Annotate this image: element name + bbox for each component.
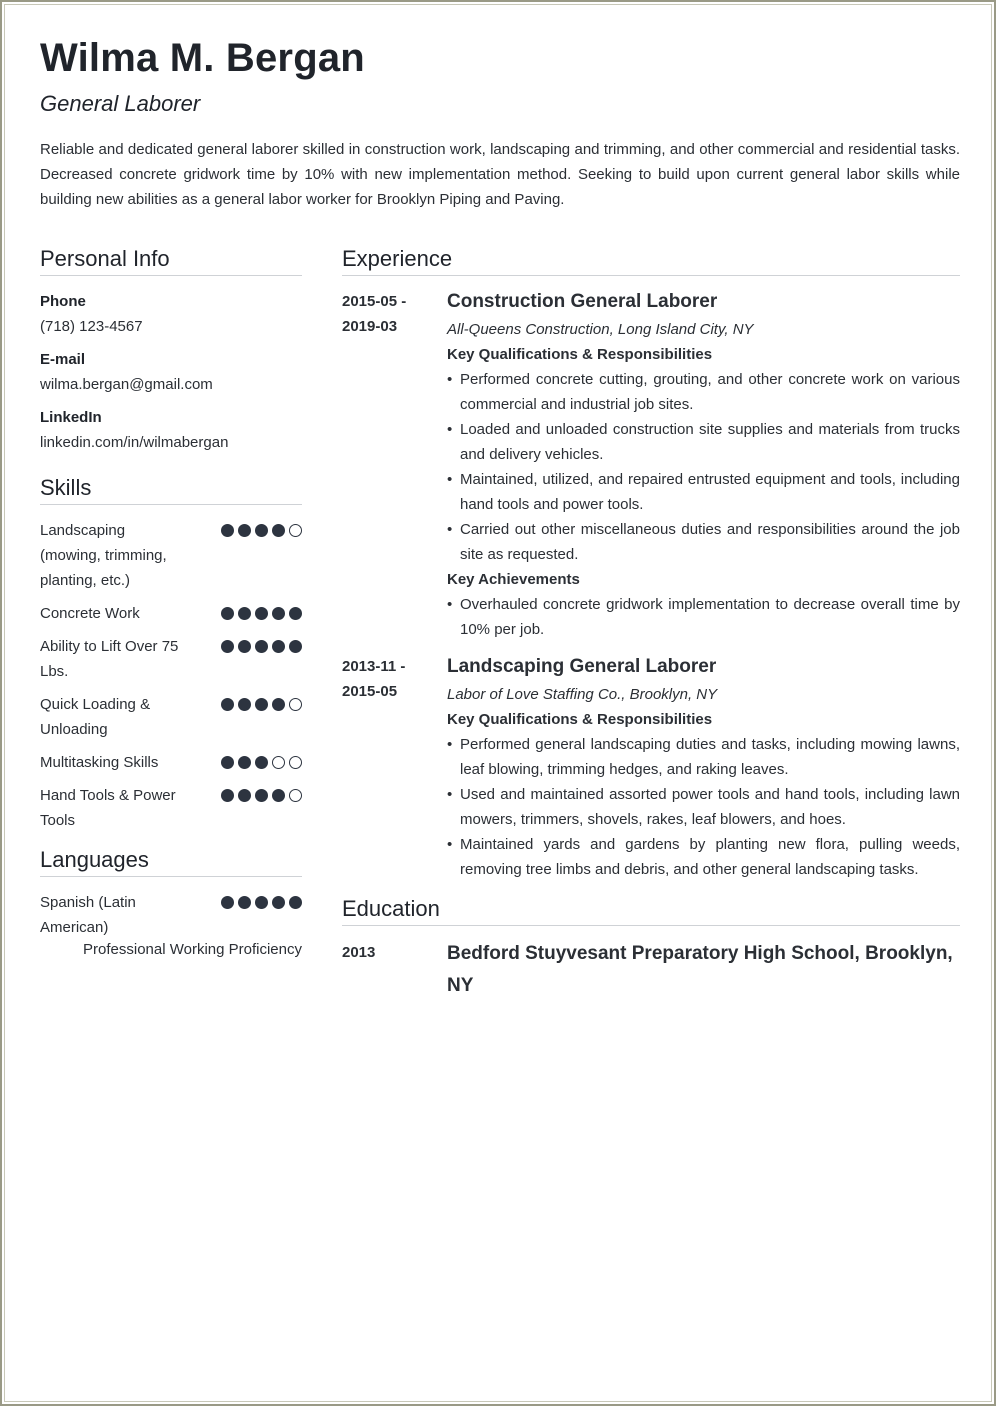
- list-item: • Maintained yards and gardens by planting new flora, pulling weeds, removing tree limbs and debris, and other general landscaping tasks.: [447, 832, 960, 882]
- skill-row: [40, 692, 302, 742]
- summary-paragraph: Reliable and dedicated general laborer skilled in construction work, landscaping and trimming, and other commercial and residential tasks. Decreased concrete gridwork time by 10% with new implementation method. Seeking to build upon current general labor skills while building new abilities as a general labor worker for Brooklyn Piping and Paving.: [40, 141, 960, 208]
- skill-name: Ability to Lift Over 75 Lbs.: [40, 638, 179, 680]
- filled-dot-icon: [289, 640, 302, 653]
- filled-dot-icon: [289, 607, 302, 620]
- list-item: • Performed general landscaping duties and tasks, including mowing lawns, leaf blowing, trimming hedges, and raking leaves.: [447, 732, 960, 782]
- filled-dot-icon: [238, 640, 251, 653]
- rating-dots: [221, 890, 302, 909]
- linkedin-value[interactable]: linkedin.com/in/wilmabergan: [40, 434, 229, 451]
- personal-info-heading: Personal Info: [40, 246, 302, 276]
- languages-heading: Languages: [40, 847, 302, 877]
- email-value[interactable]: wilma.bergan@gmail.com: [40, 376, 213, 393]
- candidate-name: Wilma M. Bergan: [40, 36, 365, 80]
- job-title: Construction General Laborer: [447, 291, 718, 312]
- job-date: 2015-05 - 2019-03: [342, 293, 407, 335]
- skill-row: [40, 750, 302, 775]
- skill-row: [40, 783, 302, 833]
- education-school: Bedford Stuyvesant Preparatory High School, Brooklyn, NY: [447, 943, 953, 996]
- job-company: Labor of Love Staffing Co., Brooklyn, NY: [447, 686, 718, 703]
- skill-name: Landscaping (mowing, trimming, planting, etc.): [40, 522, 167, 589]
- empty-dot-icon: [289, 698, 302, 711]
- filled-dot-icon: [238, 698, 251, 711]
- languages-list: [40, 890, 302, 962]
- list-item: • Performed concrete cutting, grouting, and other concrete work on various commercial and industrial job sites.: [447, 367, 960, 417]
- list-item: • Used and maintained assorted power tools and hand tools, including lawn mowers, trimmers, shovels, rakes, leaf blowers, and hoes.: [447, 782, 960, 832]
- left-column: [40, 246, 302, 962]
- filled-dot-icon: [238, 896, 251, 909]
- phone-value: (718) 123-4567: [40, 318, 143, 335]
- list-item: • Carried out other miscellaneous duties and responsibilities around the job site as requested.: [447, 517, 960, 567]
- rating-dots: [221, 783, 302, 802]
- skill-name: Multitasking Skills: [40, 754, 159, 771]
- language-level: Professional Working Proficiency: [83, 941, 302, 958]
- filled-dot-icon: [272, 789, 285, 802]
- filled-dot-icon: [255, 789, 268, 802]
- filled-dot-icon: [272, 896, 285, 909]
- filled-dot-icon: [221, 756, 234, 769]
- filled-dot-icon: [272, 698, 285, 711]
- filled-dot-icon: [272, 640, 285, 653]
- filled-dot-icon: [255, 698, 268, 711]
- filled-dot-icon: [255, 524, 268, 537]
- filled-dot-icon: [221, 789, 234, 802]
- job-entry: [342, 287, 960, 642]
- empty-dot-icon: [289, 524, 302, 537]
- filled-dot-icon: [238, 524, 251, 537]
- experience-heading: Experience: [342, 246, 960, 276]
- email-label: E-mail: [40, 351, 86, 368]
- rating-dots: [221, 634, 302, 653]
- candidate-role: General Laborer: [40, 91, 201, 116]
- rating-dots: [221, 692, 302, 711]
- filled-dot-icon: [221, 524, 234, 537]
- empty-dot-icon: [272, 756, 285, 769]
- filled-dot-icon: [238, 789, 251, 802]
- qualifications-list: [447, 732, 960, 882]
- qualifications-heading: Key Qualifications & Responsibilities: [447, 711, 713, 728]
- achievements-list: [447, 592, 960, 642]
- education-entry: [342, 938, 960, 1002]
- filled-dot-icon: [221, 640, 234, 653]
- filled-dot-icon: [221, 607, 234, 620]
- jobs-list: [342, 287, 960, 882]
- empty-dot-icon: [289, 756, 302, 769]
- filled-dot-icon: [221, 698, 234, 711]
- filled-dot-icon: [255, 607, 268, 620]
- skill-row: [40, 518, 302, 593]
- job-company: All-Queens Construction, Long Island City, NY: [447, 321, 754, 338]
- list-item: • Maintained, utilized, and repaired entrusted equipment and tools, including hand tools and power tools.: [447, 467, 960, 517]
- filled-dot-icon: [289, 896, 302, 909]
- language-name: Spanish (Latin American): [40, 894, 136, 936]
- language-row: [40, 890, 302, 940]
- job-title: Landscaping General Laborer: [447, 656, 717, 677]
- list-item: • Overhauled concrete gridwork implementation to decrease overall time by 10% per job.: [447, 592, 960, 642]
- skills-heading: Skills: [40, 475, 302, 505]
- qualifications-list: [447, 367, 960, 567]
- linkedin-label: LinkedIn: [40, 409, 102, 426]
- job-body: [447, 652, 960, 882]
- list-item: • Loaded and unloaded construction site supplies and materials from trucks and delivery vehicles.: [447, 417, 960, 467]
- achievements-heading: Key Achievements: [447, 571, 580, 588]
- phone-label: Phone: [40, 293, 86, 310]
- education-heading: Education: [342, 896, 960, 926]
- empty-dot-icon: [289, 789, 302, 802]
- rating-dots: [221, 750, 302, 769]
- qualifications-heading: Key Qualifications & Responsibilities: [447, 346, 713, 363]
- job-body: [447, 287, 960, 642]
- filled-dot-icon: [221, 896, 234, 909]
- job-date: 2013-11 - 2015-05: [342, 658, 406, 700]
- skill-name: Concrete Work: [40, 605, 140, 622]
- filled-dot-icon: [272, 607, 285, 620]
- filled-dot-icon: [255, 756, 268, 769]
- filled-dot-icon: [238, 756, 251, 769]
- skills-list: [40, 518, 302, 833]
- job-entry: [342, 652, 960, 882]
- filled-dot-icon: [255, 640, 268, 653]
- filled-dot-icon: [272, 524, 285, 537]
- filled-dot-icon: [238, 607, 251, 620]
- education-date: 2013: [342, 944, 376, 961]
- skill-name: Hand Tools & Power Tools: [40, 787, 176, 829]
- skill-row: [40, 601, 302, 626]
- education-list: [342, 938, 960, 1002]
- skill-row: [40, 634, 302, 684]
- right-column: [342, 246, 960, 1002]
- skill-name: Quick Loading & Unloading: [40, 696, 151, 738]
- filled-dot-icon: [255, 896, 268, 909]
- rating-dots: [221, 601, 302, 620]
- rating-dots: [221, 518, 302, 537]
